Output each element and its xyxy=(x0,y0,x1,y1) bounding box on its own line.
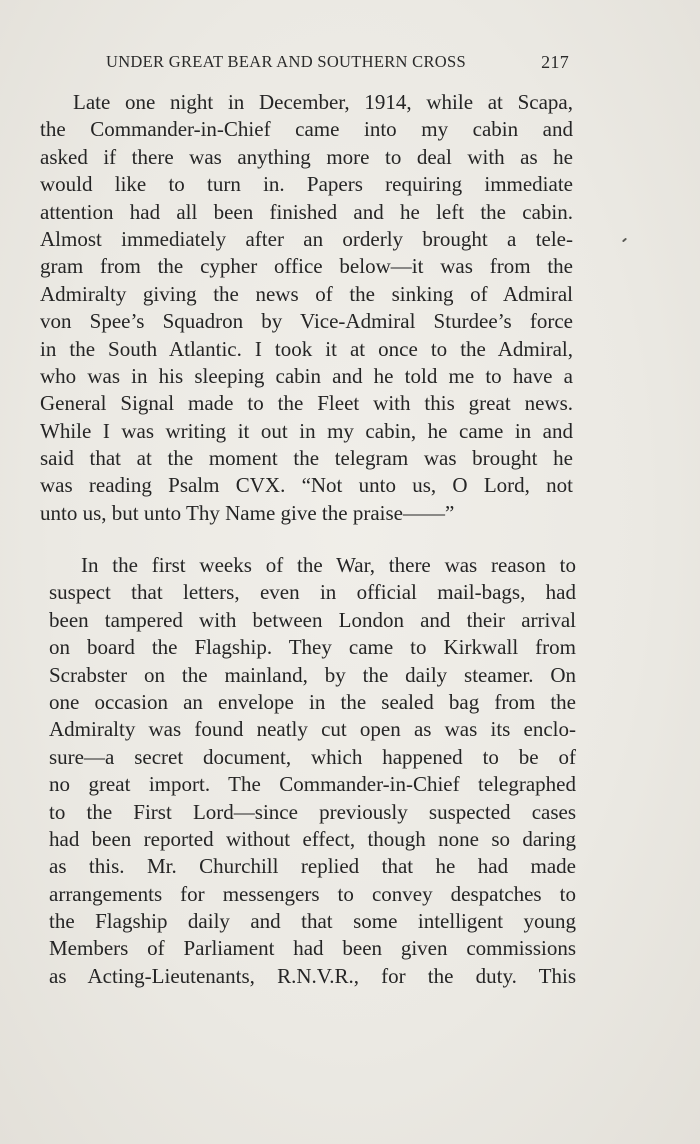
text-line: Scrabster on the mainland, by the daily steamer. On xyxy=(49,662,576,687)
text-line: who was in his sleeping cabin and he told me to have a xyxy=(40,363,573,388)
text-line: In the first weeks of the War, there was reason to xyxy=(81,553,576,577)
text-line: While I was writing it out in my cabin, he came in and xyxy=(40,418,573,443)
text-line: as this. Mr. Churchill replied that he had made xyxy=(49,854,576,879)
text-line: was reading Psalm CVX. “Not unto us, O Lord, not xyxy=(40,473,573,498)
text-line: unto us, but unto Thy Name give the praise——” xyxy=(40,500,455,525)
paragraph-mail-bags xyxy=(49,552,576,990)
paragraph-scapa-telegram xyxy=(40,89,573,527)
text-line: suspect that letters, even in official mail-bags, had xyxy=(49,580,576,605)
running-head xyxy=(106,52,569,76)
text-line: General Signal made to the Fleet with this great news. xyxy=(40,391,573,416)
text-line: on board the Flagship. They came to Kirkwall from xyxy=(49,635,576,660)
page-number: 217 xyxy=(541,52,569,72)
running-title: UNDER GREAT BEAR AND SOUTHERN CROSS xyxy=(106,52,466,71)
text-line: in the South Atlantic. I took it at once to the Admiral, xyxy=(40,336,573,361)
text-line: attention had all been finished and he left the cabin. xyxy=(40,199,573,224)
paper-speck xyxy=(622,238,627,243)
text-line: von Spee’s Squadron by Vice-Admiral Sturdee’s force xyxy=(40,309,573,334)
text-line: the Commander-in-Chief came into my cabin and xyxy=(40,117,573,142)
text-line: asked if there was anything more to deal with as he xyxy=(40,144,573,169)
text-line: no great import. The Commander-in-Chief telegraphed xyxy=(49,772,576,797)
text-line: arrangements for messengers to convey despatches to xyxy=(49,881,576,906)
text-line: Admiralty giving the news of the sinking of Admiral xyxy=(40,281,573,306)
text-line: been tampered with between London and their arrival xyxy=(49,607,576,632)
text-line: said that at the moment the telegram was brought he xyxy=(40,446,573,471)
text-line: sure—a secret document, which happened to be of xyxy=(49,744,576,769)
text-line: to the First Lord—since previously suspected cases xyxy=(49,799,576,824)
text-line: as Acting-Lieutenants, R.N.V.R., for the duty. This xyxy=(49,963,576,988)
text-line: one occasion an envelope in the sealed bag from the xyxy=(49,689,576,714)
text-line: would like to turn in. Papers requiring immediate xyxy=(40,172,573,197)
text-line: Members of Parliament had been given commissions xyxy=(49,936,576,961)
text-line: the Flagship daily and that some intelligent young xyxy=(49,909,576,934)
text-line: had been reported without effect, though none so daring xyxy=(49,826,576,851)
text-line: Almost immediately after an orderly brought a tele- xyxy=(40,226,573,251)
text-line: Admiralty was found neatly cut open as was its enclo- xyxy=(49,717,576,742)
text-line: Late one night in December, 1914, while at Scapa, xyxy=(73,90,573,114)
text-line: gram from the cypher office below—it was from the xyxy=(40,254,573,279)
